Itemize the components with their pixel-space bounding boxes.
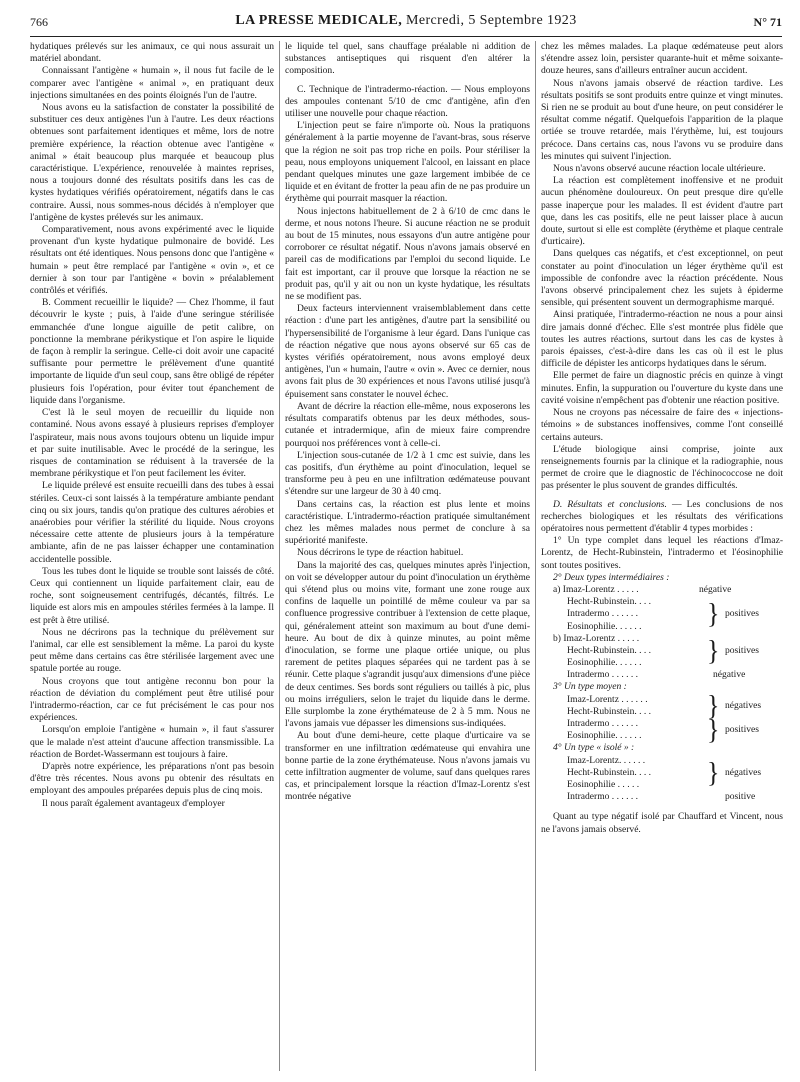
section-d-intro-text: — Les conclusions de nos recherches biologiques et les résultats des vérifications opératoires nous permettent d'établir 4 types morbides :: [541, 498, 783, 534]
paragraph: Ainsi pratiquée, l'intradermo-réaction ne nous a pour ainsi dire jamais donné d'échec. Elle s'est montrée plus fidèle que toutes les autres réactions, surtout dans les cas de kystes à parois épaisses, c'est-à-dire dans les cas où il est le plus difficile de dépister les anticorps hydatiques dans le sérum.: [541, 309, 783, 370]
journal-name: LA PRESSE MEDICALE,: [235, 13, 403, 28]
brace: }: [707, 713, 720, 746]
paragraph: Dans certains cas, la réaction est plus lente et moins caractéristique. L'intradermo-réaction pratiquée simultanément chez les mêmes malades nous permet de conclure à sa supériorité manifeste.: [285, 498, 530, 547]
type-moyen-block: [541, 689, 783, 746]
paragraph: Nous ne décrirons pas la technique du prélèvement sur l'animal, car elle est sensiblement la même. La paroi du kyste peut même dans certains cas être stérilisée largement avec une spatule portée au rouge.: [30, 626, 274, 675]
list-item: Eosinophilie. . . . . .: [567, 730, 642, 742]
list-item: a) Imaz-Lorentz . . . . .: [553, 583, 639, 595]
column-3: [541, 41, 783, 1071]
paragraph: L'injection sous-cutanée de 1/2 à 1 cmc est suivie, dans les cas positifs, d'un érythème au point d'inoculation, lequel se transforme peu à peu en une infiltration œdémateuse pouvant s'étendre sur une largeur de 30 à 40 cmq.: [285, 449, 530, 498]
paragraph: Tous les tubes dont le liquide se trouble sont laissés de côté. Ceux qui contiennent un liquide parfaitement clair, eau de roche, sont soigneusement centrifugés, décantés, filtrés. Le liquide est alors mis en ampoules stériles fermées à la lampe. Il est prêt à être utilisé.: [30, 565, 274, 626]
type-intermediate-heading: 2° Deux types intermédiaires :: [553, 571, 670, 583]
paragraph: Nous injectons habituellement de 2 à 6/10 de cmc dans le derme, et nous notons l'heure. Si aucune réaction ne se produit au bout de 15 minutes, nous essayons d'un autre antigène pour corroborer ce résultat négatif. Nous n'avons jamais observé en pareil cas de modifications par l'emploi du second liquide. Le fait est important, car il prouve que lorsque la réaction ne se produit pas, qu'il y ait ou non un kyste hydatique, les résultats ne se modifient pas.: [285, 205, 530, 303]
list-item: Intradermo . . . . . .: [567, 718, 639, 730]
result-value: négative: [713, 669, 746, 681]
type-a-block: [541, 584, 783, 633]
list-item: Imaz-Lorentz. . . . . .: [567, 754, 646, 766]
brace: }: [707, 689, 720, 722]
journal-title: [30, 13, 782, 29]
paragraph: Comparativement, nous avons expérimenté avec le liquide provenant d'un kyste hydatique pulmonaire de bovidé. Les résultats ont été identiques. Nous pensons donc que l'antigène « humain » peut être remplacé par l'antigène « ovin », et ce dernier à son tour par l'antigène « bovin » préalablement contrôlés et vérifiés.: [30, 224, 274, 297]
paragraph: Nous n'avons jamais observé de réaction tardive. Les résultats positifs se sont produits entre quinze et vingt minutes. Si rien ne se produit au bout d'une heure, on peut considérer le résultat comme négatif. Quelquefois l'apparition de la plaque ortiée se trouve retardée, mais l'érythème, lui, est toujours précoce. Dans certains cas, nous l'avons vu se produire dans les minutes qui suivent l'injection.: [541, 77, 783, 162]
brace: }: [707, 597, 720, 630]
type-moyen-heading: 3° Un type moyen :: [553, 681, 627, 693]
header-rule: [30, 36, 782, 37]
list-item: b) Imaz-Lorentz . . . . .: [553, 632, 640, 644]
paragraph: Dans quelques cas négatifs, et c'est exceptionnel, on peut constater au point d'inoculation un léger érythème qu'il est impossible de confondre avec la réaction précédente. Nous l'avons observé principalement chez les sujets à épiderme sensible, qui présentent souvent un dermographisme marqué.: [541, 248, 783, 309]
column-divider: [279, 41, 280, 1071]
list-item: Eosinophilie. . . . . .: [567, 657, 642, 669]
paragraph: Nous ne croyons pas nécessaire de faire des « injections-témoins » de substances inoffensives, comme l'ont conseillé certains auteurs.: [541, 407, 783, 443]
issue-number: N° 71: [753, 15, 782, 29]
paragraph: Avant de décrire la réaction elle-même, nous exposerons les résultats comparatifs obtenus par les deux méthodes, sous-cutanée et intradermique, afin de mieux faire comprendre pourquoi nos préférences vont à celle-ci.: [285, 400, 530, 449]
paragraph: Il nous paraît également avantageux d'employer: [42, 797, 225, 809]
paragraph: Deux facteurs interviennent vraisemblablement dans cette réaction : d'une part les antigènes, d'autre part la sensibilité ou l'hypersensibilité de l'organisme à leur égard. Dans l'unique cas de réaction négative que nous ayons observé sur 65 cas de kystes vérifiés opératoirement, nous avons employé deux antigènes, l'un « humain, l'autre « ovin ». Avec ce dernier, nous avons fait plus de 30 expériences et nous l'avons utilisé jusqu'à épuisement sans constater le nouvel échec.: [285, 303, 530, 400]
paragraph: hydatiques prélevés sur les animaux, ce qui nous assurait un matériel abondant.: [30, 41, 274, 65]
page-header: [30, 13, 782, 35]
list-item: Eosinophilie. . . . . .: [567, 620, 642, 632]
paragraph: chez les mêmes malades. La plaque œdémateuse peut alors s'étendre assez loin, persister quarante-huit et même soixante-douze heures, sans d'ailleurs entraîner aucun accident.: [541, 41, 783, 77]
list-item: Eosinophilie . . . . .: [567, 778, 640, 790]
paragraph: Nous avons eu la satisfaction de constater la possibilité de substituer ces deux antigènes l'un à l'autre. Les deux réactions obtenues sont parfaitement identiques et même, lors de notre première expérience, la réaction obtenue avec l'antigène « animal » était beaucoup plus marquée et beaucoup plus caractéristique. L'expérience, renouvelée à maintes reprises, nous a toujours donné des résultats positifs dans les cas de kystes hydatiques vérifiés opératoirement, négatifs dans le cas contraire. Aussi, nous sommes-nous décidés à n'employer que l'antigène de kystes prélevés sur les animaux.: [30, 102, 274, 223]
result-value: négatives: [725, 699, 762, 711]
closing-paragraph: Quant au type négatif isolé par Chauffard et Vincent, nous ne l'avons jamais observé.: [541, 811, 783, 835]
section-d-heading: D. Résultats et conclusions.: [553, 498, 667, 510]
page-number: 766: [30, 15, 48, 29]
list-item: Intradermo . . . . . .: [567, 791, 639, 803]
list-item: Intradermo . . . . . .: [567, 669, 639, 681]
paragraph: L'étude biologique ainsi comprise, jointe aux renseignements fournis par la clinique et la radiographie, nous permet de croire que le diagnostic de l'échinococcose ne doit pas présenter le plus souvent de grandes difficultés.: [541, 443, 783, 492]
list-item: Hecht-Rubinstein. . . .: [567, 766, 652, 778]
paragraph: D'après notre expérience, les préparations n'ont pas besoin d'être très récentes. Nous avons pu obtenir des résultats en employant des ampoules préparées depuis plus de cinq mois.: [30, 760, 274, 797]
type-b-block: [541, 633, 783, 682]
result-value: positives: [725, 724, 759, 736]
list-item: Hecht-Rubinstein. . . .: [567, 705, 652, 717]
result-value: positives: [725, 644, 759, 656]
paragraph: le liquide tel quel, sans chauffage préalable ni addition de substances antiseptiques qui risquent d'en altérer la composition.: [285, 41, 530, 77]
column-divider: [535, 41, 536, 1071]
brace: }: [707, 756, 720, 789]
type-isole-block: [541, 755, 783, 804]
section-c-paragraph: C. Technique de l'intradermo-réaction. — Nous employons des ampoules contenant 5/10 de cmc d'antigène, afin d'en utiliser une nouvelle pour chaque réaction.: [285, 83, 530, 120]
paragraph: Dans la majorité des cas, quelques minutes après l'injection, on voit se développer autour du point d'inoculation un érythème qui s'étend plus ou moins vite, formant une zone rouge aux confins de laquelle un pointillé de même couleur va par sa confluence progressive contribuer à l'extension de cette plaque, qui, généralement atteint son maximum au bout d'une demi-heure. Au bout de dix à quinze minutes, au point même d'inoculation, se forme une plaque ortiée unique, ou plus rarement de petites plaques séparées qui ne tardent pas à se réunir. Cette plaque s'agrandit jusqu'aux dimensions d'une pièce de deux centimes. Ses bords sont réguliers ou taillés à pic, plus ou moins irréguliers, selon le trajet du liquide dans le derme. Elle surplombe la zone érythémateuse de 2 à 5 mm. Nous ne l'avons jamais vue dépasser les dimensions sus-indiquées.: [285, 559, 530, 730]
paragraph: B. Comment recueillir le liquide? — Chez l'homme, il faut découvrir le kyste ; puis, à l'aide d'une seringue stérilisée emmanchée d'une longue aiguille de petit calibre, on ponctionne la membrane périkystique et l'on aspire le liquide de façon à remplir la seringue. Celle-ci doit avoir une capacité suffisante pour permettre le prélèvement d'une quantité importante de liquide d'un seul coup, sans être obligé de répéter plusieurs fois l'opération, pour éviter tout épanchement de liquide dans l'organisme.: [30, 297, 274, 406]
list-item: Hecht-Rubinstein. . . .: [567, 644, 652, 656]
paragraph: L'injection peut se faire n'importe où. Nous la pratiquons généralement à la partie moyenne de l'avant-bras, sous réserve que la région ne soit pas trop riche en poils. Pour stériliser la peau, nous employons uniquement l'alcool, en laissant en place pendant quelques minutes une gaze largement imbibée de ce liquide et en évitant de frotter la peau afin de ne pas produire un érythème qui pourrait masquer la réaction.: [285, 120, 530, 205]
column-2: [285, 41, 530, 1071]
list-item: Intradermo . . . . . .: [567, 608, 639, 620]
result-value: positive: [725, 791, 756, 803]
type-complete: 1° Un type complet dans lequel les réactions d'Imaz-Lorentz, de Hecht-Rubinstein, l'intradermo et l'éosinophilie sont toutes positives.: [541, 535, 783, 571]
issue-date: Mercredi, 5 Septembre 1923: [406, 13, 577, 28]
paragraph: C'est là le seul moyen de recueillir du liquide non contaminé. Nous avons essayé à plusieurs reprises d'employer l'aspirateur, mais nous avons toujours obtenu un liquide impur et par suite inutilisable. Avec le procédé de la seringue, les risques de contamination se réduisent à la traversée de la membrane périkystique et l'on peut facilement les éviter.: [30, 407, 274, 480]
paragraph: Le liquide prélevé est ensuite recueilli dans des tubes à essai stériles. Ceux-ci sont laissés à la température ambiante pendant cinq ou six jours, tandis qu'on pratique des cultures aérobies et anaérobies pour vérifier la stérilité du liquide. Nous croyons nécessaire cette attente de plusieurs jours à la température ambiante, afin de ne pas laisser échapper une contamination accidentelle possible.: [30, 480, 274, 565]
paragraph: Elle permet de faire un diagnostic précis en quinze à vingt minutes. Enfin, la suppuration ou l'ouverture du kyste dans une cavité voisine n'empêchent pas d'obtenir une réaction positive.: [541, 370, 783, 406]
paragraph: Nous croyons que tout antigène reconnu bon pour la réaction de déviation du complément peut être utilisé pour l'intradermo-réaction, car ce fut précisément le cas pour nos expériences.: [30, 675, 274, 724]
column-1: [30, 41, 274, 1071]
paragraph: Nous n'avons observé aucune réaction locale ultérieure.: [553, 163, 766, 175]
list-item: Hecht-Rubinstein. . . .: [567, 596, 652, 608]
list-item: Imaz-Lorentz . . . . . .: [567, 693, 648, 705]
result-value: négative: [699, 583, 732, 595]
brace: }: [707, 634, 720, 667]
paragraph: Au bout d'une demi-heure, cette plaque d'urticaire va se transformer en une infiltration œdémateuse qui envahira une bonne partie de la zone érythémateuse. Nous n'avons jamais vu cette infiltration augmenter de volume, sauf dans quelques rares cas, et principalement lorsque la réaction d'Imaz-Lorentz s'est montrée négative: [285, 730, 530, 803]
paragraph: Nous décrirons le type de réaction habituel.: [297, 547, 464, 559]
section-d-intro: [541, 499, 783, 536]
result-value: négatives: [725, 766, 762, 778]
paragraph: Lorsqu'on emploie l'antigène « humain », il faut s'assurer que le malade n'est atteint d'aucune affection transmissible. La réaction de Bordet-Wassermann est toujours à faire.: [30, 724, 274, 760]
paragraph: Connaissant l'antigène « humain », il nous fut facile de le comparer avec l'antigène « animal », en pratiquant deux injections simultanées en des points éloignés l'un de l'autre.: [30, 65, 274, 101]
result-value: positives: [725, 608, 759, 620]
paragraph: La réaction est complètement inoffensive et ne produit aucun phénomène douloureux. On peut presque dire qu'elle passe inaperçue pour les malades. Il est évident d'autre part que, dans les cas positifs, elle ne peut laisser place à aucun doute, surtout si elle est complète (érythème et plaque centrale d'urticaire).: [541, 175, 783, 248]
type-isole-heading: 4° Un type « isolé » :: [553, 742, 635, 754]
